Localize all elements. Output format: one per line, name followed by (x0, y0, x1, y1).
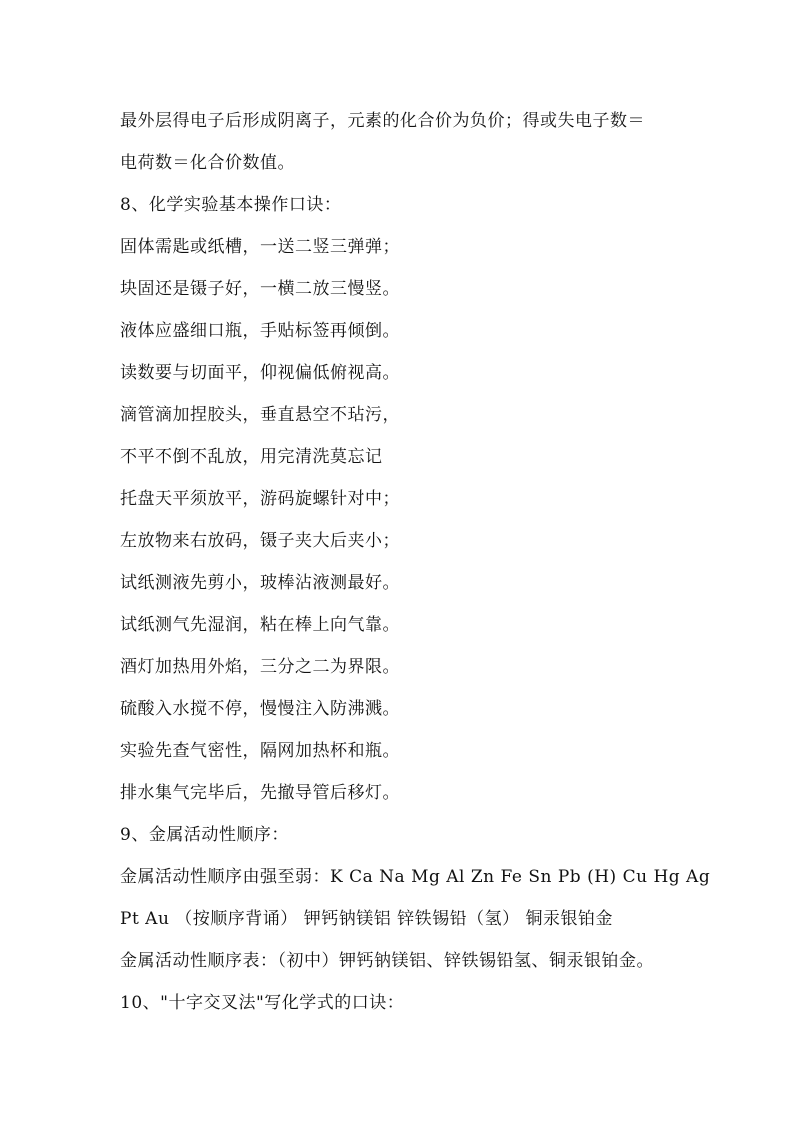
mnemonic-line: 滴管滴加捏胶头，垂直悬空不玷污， (120, 405, 400, 425)
mnemonic-line: 不平不倒不乱放，用完清洗莫忘记 (120, 447, 383, 467)
mnemonic-line: 试纸测气先湿润，粘在棒上向气靠。 (120, 615, 400, 635)
metal-activity-series-line: Pt Au （按顺序背诵） 钾钙钠镁铝 锌铁锡铅（氢） 铜汞银铂金 (120, 909, 614, 929)
metal-activity-table-line: 金属活动性顺序表：（初中）钾钙钠镁铝、锌铁锡铅氢、铜汞银铂金。 (120, 951, 654, 971)
paragraph-line: 最外层得电子后形成阴离子，元素的化合价为负价；得或失电子数＝ (120, 111, 645, 131)
mnemonic-line: 排水集气完毕后，先撤导管后移灯。 (120, 783, 400, 803)
paragraph-line: 电荷数＝化合价数值。 (120, 153, 295, 173)
document-body (120, 100, 711, 1024)
mnemonic-line: 左放物来右放码，镊子夹大后夹小； (120, 531, 400, 551)
mnemonic-line: 试纸测液先剪小，玻棒沾液测最好。 (120, 573, 400, 593)
mnemonic-line: 托盘天平须放平，游码旋螺针对中； (120, 489, 400, 509)
metal-activity-series-line: 金属活动性顺序由强至弱：K Ca Na Mg Al Zn Fe Sn Pb (H) Cu Hg Ag (120, 867, 711, 887)
mnemonic-line: 固体需匙或纸槽，一送二竖三弹弹； (120, 237, 400, 257)
mnemonic-line: 实验先查气密性，隔网加热杯和瓶。 (120, 741, 400, 761)
section-heading-8: 8、化学实验基本操作口诀： (120, 195, 342, 215)
mnemonic-line: 酒灯加热用外焰，三分之二为界限。 (120, 657, 400, 677)
mnemonic-line: 块固还是镊子好，一横二放三慢竖。 (120, 279, 400, 299)
section-heading-10: 10、"十字交叉法"写化学式的口诀： (120, 993, 405, 1013)
mnemonic-line: 硫酸入水搅不停，慢慢注入防沸溅。 (120, 699, 400, 719)
mnemonic-line: 读数要与切面平，仰视偏低俯视高。 (120, 363, 400, 383)
mnemonic-line: 液体应盛细口瓶，手贴标签再倾倒。 (120, 321, 400, 341)
section-heading-9: 9、金属活动性顺序： (120, 825, 289, 845)
